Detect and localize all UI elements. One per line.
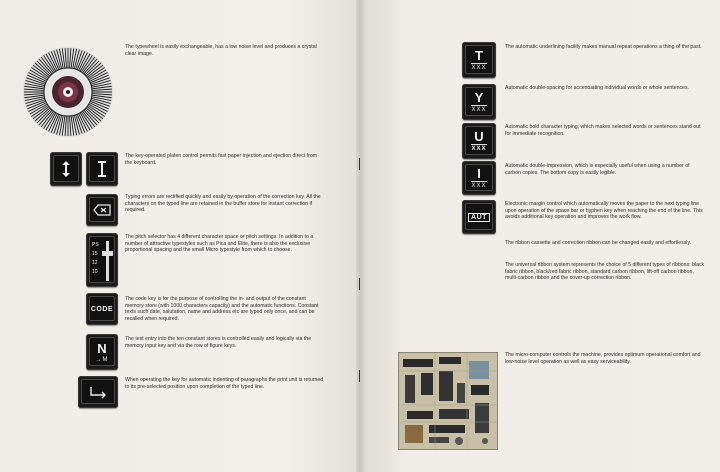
y-key-letter: Y <box>474 90 484 105</box>
indent-description: When operating the key for automatic indenting of paragraphs the print unit is returned to its pre-selected position upon completion of the typed line. <box>125 377 324 390</box>
i-key-xxx: XXX <box>471 183 487 189</box>
double-impression-description: Automatic double-impression, which is especially useful when using a number of carbon copies. The bottom copy is easily legible. <box>505 163 690 176</box>
i-key-letter: I <box>477 166 481 181</box>
pitch-15: 15 <box>92 251 98 257</box>
underline-description: The automatic underlining facility makes manual repeat operations a thing of the past. <box>505 44 702 50</box>
platen-description: The key-operated platen control permits fast paper injection and ejection direct from the keyboard. <box>125 153 318 166</box>
ribbon-cassette-description: The ribbon cassette and correction ribbon can be changed easily and effortlessly. <box>505 240 692 246</box>
pitch-selector <box>86 233 118 287</box>
pitch-description: The pitch selector has 4 different character space or pitch settings. In addition to a number of attractive typestyles such as Pica and Elite, there is also the exclusive proportional spacing and the small Micro typestyle from which to choose. <box>125 234 314 254</box>
bold-key <box>462 123 496 159</box>
u-key-letter: U <box>474 129 484 144</box>
binding-mark <box>359 370 360 382</box>
t-key-xxx: XXX <box>471 65 487 71</box>
code-key <box>86 293 118 325</box>
micro-computer-description: The micro-computer controls the machine, provides optimum operational comfort and low-noise level operation as well as easy serviceability. <box>505 352 701 365</box>
correction-description: Typing errors are rectified quickly and easily by operation of the correction key. All the characters on the typed line are retained in the buffer store for instant correction if required. <box>125 194 321 214</box>
typewheel-image <box>22 46 114 138</box>
correction-key <box>86 194 118 226</box>
indent-key <box>78 376 118 408</box>
u-key-xxx: XXX <box>471 146 487 152</box>
margin-control-key <box>462 200 496 234</box>
double-impression-key <box>462 161 496 195</box>
margin-description: Electronic margin control which automatically moves the paper to the next typing line upon operation of the space bar or hyphen key when reaching the end of the line. This avoids additional key operation and improves the work flow. <box>505 201 703 221</box>
typewheel-description: The typewheel is easily exchangeable, has a low noise level and produces a crystal clear image. <box>125 44 317 57</box>
double-spacing-key <box>462 84 496 120</box>
platen-down-icon <box>94 160 110 178</box>
underline-key <box>462 42 496 78</box>
circuit-board-image <box>398 352 498 450</box>
pitch-ps: PS <box>92 242 99 248</box>
page-gutter <box>356 0 364 472</box>
t-key-letter: T <box>475 48 483 63</box>
indent-arrow-icon <box>88 385 108 399</box>
platen-key-right <box>86 152 118 186</box>
platen-key-left <box>50 152 82 186</box>
memory-key-symbol: →M <box>95 356 109 363</box>
pitch-10: 10 <box>92 269 98 275</box>
bold-description: Automatic bold character typing, which makes selected words or sentences stand out for immediate recognition. <box>505 124 701 137</box>
platen-up-icon <box>58 160 74 178</box>
binding-mark <box>359 278 360 290</box>
memory-key <box>86 334 118 370</box>
memory-key-letter: N <box>97 340 107 356</box>
y-key-xxx: XXX <box>471 107 487 113</box>
code-key-label: CODE <box>90 305 114 313</box>
pitch-12: 12 <box>92 260 98 266</box>
memory-description: The text entry into the ten constant stores is controlled easily and logically via the memory input key and via the row of figure keys. <box>125 336 311 349</box>
universal-ribbon-description: The universal ribbon system represents the choice of 5 different types of ribbons: black fabric ribbon, black/red fabric ribbon, standard carbon ribbon, lift-off carbon ribbon, multi-carbon ribbon and the cover-up correction ribbon. <box>505 262 705 282</box>
code-description: The code key is for the purpose of controlling the in- and output of the constant memory store (with 1000 characters capacity) and the automatic functions. Constant texts such date, salutation, name and address etc are typed only once, and can be recalled when required. <box>125 296 319 322</box>
binding-mark <box>359 158 360 170</box>
backspace-correction-icon <box>93 204 111 216</box>
double-spacing-description: Automatic double-spacing for accentuating individual words or whole sentences. <box>505 85 689 91</box>
aut-key-label: AUT <box>468 213 490 222</box>
